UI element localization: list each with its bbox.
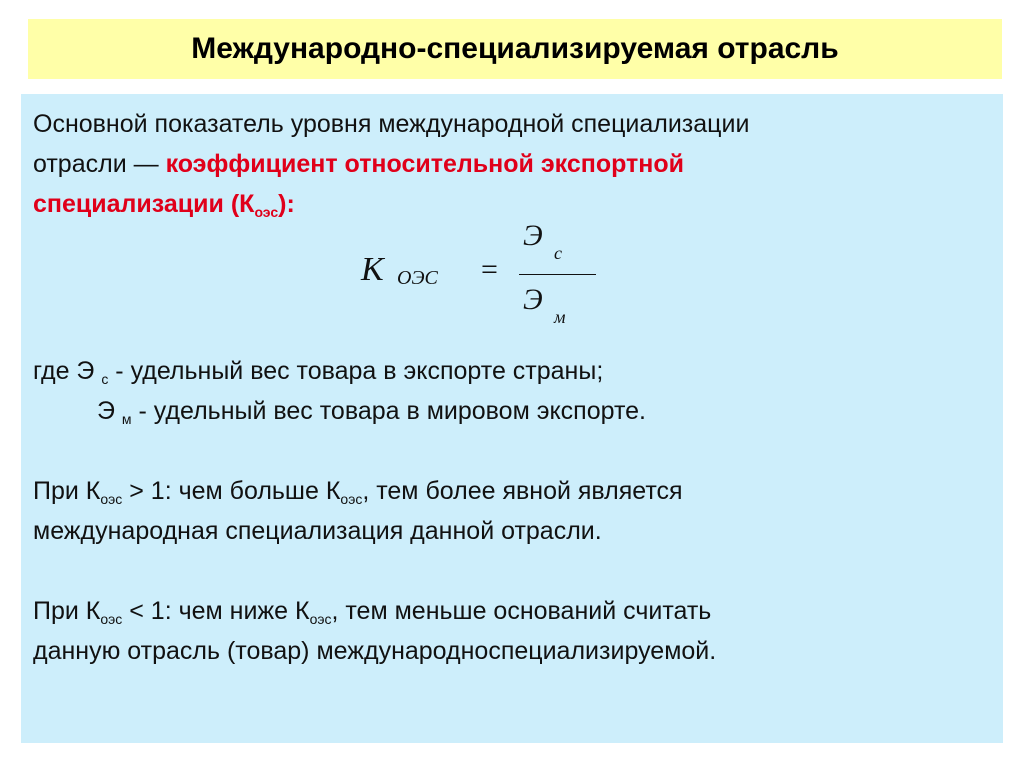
case-greater-line-1 [33,471,683,514]
formula-equals: = [481,253,498,286]
case-less-line-1 [33,591,711,634]
case-greater-line2-text: международная специализация данной отрасли. [33,517,602,545]
case-less-line2-text: данную отрасль (товар) международноспециализируемой. [33,637,717,665]
case-less-a: При К [33,597,101,625]
coefficient-subscript: оэс [254,204,279,220]
where-line-1 [33,351,603,394]
case-greater-b: > 1: чем больше К [122,477,341,505]
title-bar [28,19,1002,79]
case-less-c: , тем меньше оснований считать [331,597,712,625]
case-less-b: < 1: чем ниже К [122,597,310,625]
intro-line-3 [33,184,295,227]
content-panel [21,94,1003,743]
case-less-sub-2: оэс [309,611,332,627]
formula-k: K [361,251,384,288]
formula-denominator-index: м [554,307,566,327]
case-greater-line-2 [33,511,602,551]
intro-line-1 [33,104,749,144]
case-greater-sub-1: оэс [100,491,123,507]
where-sub-1: с [101,371,109,387]
case-greater-a: При К [33,477,101,505]
case-greater-sub-2: оэс [340,491,363,507]
coefficient-term-end: ): [278,190,295,218]
case-less-sub-1: оэс [100,611,123,627]
intro-prefix: отрасли — [33,150,166,178]
where-sub-2: м [121,411,132,427]
where-prefix-1: где Э [33,357,102,385]
intro-line-2 [33,144,684,184]
case-greater-c: , тем более явной является [362,477,683,505]
fraction-bar [519,274,596,275]
where-text-2: - удельный вес товара в мировом экспорте. [131,397,646,425]
formula-numerator: Э [523,219,543,252]
coefficient-term: коэффициент относительной экспортной [165,150,685,178]
case-less-line-2 [33,631,716,671]
slide-title: Международно-специализируемая отрасль [191,32,839,65]
formula [351,217,611,332]
coefficient-term-cont: специализации (К [33,190,255,218]
where-text-1: - удельный вес товара в экспорте страны; [108,357,604,385]
where-line-2 [97,391,646,434]
formula-numerator-index: с [554,243,562,263]
where-prefix-2: Э [97,397,122,425]
formula-denominator: Э [523,283,543,316]
intro-text: Основной показатель уровня международной специализации [33,110,750,138]
formula-k-index: ОЭС [397,267,438,289]
